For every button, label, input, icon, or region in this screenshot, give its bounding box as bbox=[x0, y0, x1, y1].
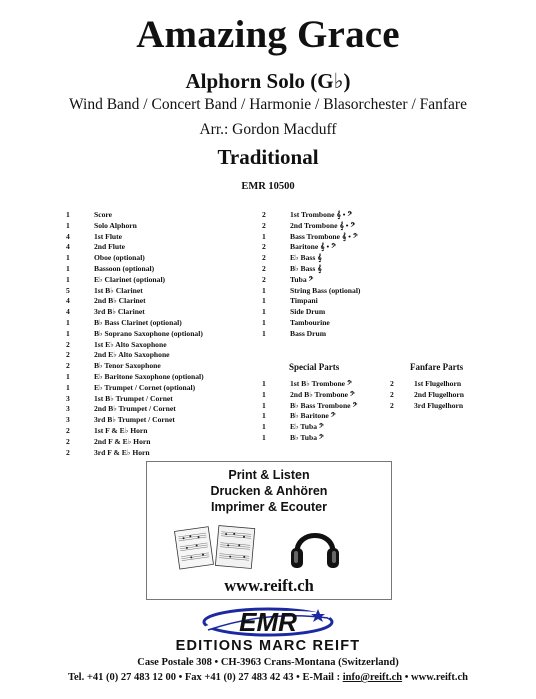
fanfare-parts-list bbox=[390, 379, 464, 411]
part-row bbox=[66, 437, 204, 448]
part-quantity: 2 bbox=[390, 379, 394, 388]
part-row bbox=[66, 329, 204, 340]
part-row bbox=[262, 242, 360, 253]
part-quantity: 1 bbox=[66, 328, 70, 338]
part-quantity: 3 bbox=[66, 404, 70, 414]
part-name: Bass Trombone 𝄞 • 𝄢 bbox=[290, 231, 358, 241]
part-name: B♭ Bass Trombone 𝄢 bbox=[290, 400, 358, 410]
part-quantity: 1 bbox=[66, 210, 70, 219]
part-name: 2nd Flugelhorn bbox=[414, 389, 465, 399]
part-quantity: 1 bbox=[262, 422, 266, 432]
part-row bbox=[66, 232, 204, 243]
part-quantity: 1 bbox=[262, 411, 266, 421]
part-row bbox=[262, 390, 357, 401]
contact-website[interactable]: • www.reift.ch bbox=[402, 672, 469, 683]
promo-line-print: Print & Listen bbox=[228, 468, 310, 482]
part-name: 2nd B♭ Trumpet / Cornet bbox=[94, 404, 176, 414]
part-row bbox=[66, 415, 204, 426]
part-quantity: 2 bbox=[262, 274, 266, 284]
part-row bbox=[262, 307, 360, 318]
part-name: 2nd B♭ Clarinet bbox=[94, 296, 146, 306]
part-name: 1st B♭ Trumpet / Cornet bbox=[94, 393, 173, 403]
sheet-music-icon bbox=[173, 523, 265, 573]
part-row bbox=[262, 264, 360, 275]
part-quantity: 3 bbox=[66, 415, 70, 425]
part-name: 1st Flute bbox=[94, 231, 123, 241]
part-name: Tambourine bbox=[290, 317, 330, 327]
part-row bbox=[390, 401, 464, 412]
part-name: Side Drum bbox=[290, 307, 326, 317]
part-row bbox=[66, 221, 204, 232]
part-row bbox=[66, 361, 204, 372]
part-row bbox=[262, 318, 360, 329]
part-row bbox=[66, 210, 204, 221]
part-name: B♭ Bass 𝄞 bbox=[290, 263, 322, 273]
part-row bbox=[262, 411, 357, 422]
part-name: Bassoon (optional) bbox=[94, 263, 155, 273]
part-quantity: 1 bbox=[66, 253, 70, 263]
part-quantity: 2 bbox=[262, 210, 266, 219]
part-name: E♭ Trumpet / Cornet (optional) bbox=[94, 382, 196, 392]
fanfare-parts-heading: Fanfare Parts bbox=[410, 362, 464, 372]
part-name: 1st F & E♭ Horn bbox=[94, 425, 148, 435]
parts-list-left bbox=[66, 210, 204, 458]
publisher-address: Case Postale 308 • CH-3963 Crans-Montana (Switzerland) bbox=[137, 657, 399, 668]
part-name: 2nd F & E♭ Horn bbox=[94, 436, 151, 446]
part-quantity: 1 bbox=[262, 400, 266, 410]
headphones-icon bbox=[287, 518, 343, 572]
part-quantity: 4 bbox=[66, 231, 70, 241]
part-row bbox=[66, 296, 204, 307]
promo-line-drucken: Drucken & Anhören bbox=[210, 484, 328, 498]
part-row bbox=[390, 390, 464, 401]
part-name: Oboe (optional) bbox=[94, 253, 145, 263]
part-name: 1st Trombone 𝄞 • 𝄢 bbox=[290, 210, 353, 219]
part-quantity: 1 bbox=[262, 328, 266, 338]
part-row bbox=[66, 307, 204, 318]
page-title: Amazing Grace bbox=[136, 13, 400, 56]
part-name: String Bass (optional) bbox=[290, 285, 361, 295]
part-row bbox=[66, 404, 204, 415]
part-row bbox=[66, 394, 204, 405]
logo-text: EMR bbox=[239, 607, 297, 637]
part-name: 1st B♭ Clarinet bbox=[94, 285, 143, 295]
emr-logo bbox=[198, 604, 338, 640]
publisher-name: EDITIONS MARC REIFT bbox=[175, 638, 361, 654]
part-quantity: 1 bbox=[66, 317, 70, 327]
part-row bbox=[66, 253, 204, 264]
part-row bbox=[66, 448, 204, 459]
promo-line-imprimer: Imprimer & Ecouter bbox=[210, 500, 327, 514]
part-quantity: 2 bbox=[262, 263, 266, 273]
part-name: 3rd B♭ Trumpet / Cornet bbox=[94, 415, 175, 425]
part-name: E♭ Bass 𝄞 bbox=[290, 253, 322, 263]
part-row bbox=[262, 329, 360, 340]
email-link[interactable]: info@reift.ch bbox=[342, 672, 403, 683]
parts-list-right bbox=[262, 210, 360, 340]
part-row bbox=[262, 379, 357, 390]
part-name: E♭ Baritone Saxophone (optional) bbox=[94, 371, 204, 381]
part-row bbox=[262, 232, 360, 243]
part-quantity: 2 bbox=[66, 425, 70, 435]
part-quantity: 1 bbox=[262, 296, 266, 306]
part-quantity: 3 bbox=[66, 393, 70, 403]
part-quantity: 1 bbox=[262, 432, 266, 442]
part-name: 2nd Trombone 𝄞 • 𝄢 bbox=[290, 220, 356, 230]
part-name: 2nd Flute bbox=[94, 242, 126, 252]
part-name: Timpani bbox=[290, 296, 318, 306]
part-row bbox=[262, 401, 357, 412]
part-row bbox=[66, 350, 204, 361]
part-row bbox=[262, 422, 357, 433]
part-quantity: 1 bbox=[262, 317, 266, 327]
arranger: Arr.: Gordon Macduff bbox=[199, 121, 337, 138]
part-name: B♭ Tenor Saxophone bbox=[94, 361, 161, 371]
part-quantity: 1 bbox=[262, 307, 266, 317]
part-name: Baritone 𝄞 • 𝄢 bbox=[290, 242, 336, 252]
part-name: Tuba 𝄢 bbox=[290, 274, 314, 284]
part-name: 3rd Flugelhorn bbox=[414, 400, 464, 410]
part-name: E♭ Tuba 𝄢 bbox=[290, 422, 324, 432]
part-name: 1st B♭ Trombone 𝄢 bbox=[290, 379, 352, 388]
part-row bbox=[262, 286, 360, 297]
part-name: 3rd F & E♭ Horn bbox=[94, 447, 150, 457]
part-name: B♭ Baritone 𝄢 bbox=[290, 411, 336, 421]
part-row bbox=[262, 433, 357, 444]
part-row bbox=[66, 383, 204, 394]
part-name: B♭ Bass Clarinet (optional) bbox=[94, 317, 182, 327]
part-row bbox=[262, 296, 360, 307]
part-quantity: 2 bbox=[390, 389, 394, 399]
part-quantity: 2 bbox=[390, 400, 394, 410]
part-row bbox=[66, 340, 204, 351]
part-quantity: 1 bbox=[66, 371, 70, 381]
part-name: 3rd B♭ Clarinet bbox=[94, 307, 145, 317]
part-row bbox=[66, 286, 204, 297]
part-row bbox=[66, 264, 204, 275]
special-parts-list bbox=[262, 379, 357, 444]
part-quantity: 1 bbox=[262, 285, 266, 295]
part-name: 1st E♭ Alto Saxophone bbox=[94, 339, 167, 349]
part-row bbox=[66, 318, 204, 329]
subtitle: Alphorn Solo (G♭) bbox=[185, 69, 351, 93]
part-quantity: 4 bbox=[66, 296, 70, 306]
part-name: B♭ Tuba 𝄢 bbox=[290, 432, 324, 442]
part-quantity: 2 bbox=[262, 220, 266, 230]
part-quantity: 2 bbox=[66, 447, 70, 457]
publisher-contact bbox=[0, 672, 536, 683]
part-name: E♭ Clarinet (optional) bbox=[94, 274, 166, 284]
part-quantity: 4 bbox=[66, 307, 70, 317]
part-row bbox=[262, 275, 360, 286]
part-quantity: 1 bbox=[262, 379, 266, 388]
part-row bbox=[262, 210, 360, 221]
part-row bbox=[66, 275, 204, 286]
part-row bbox=[262, 221, 360, 232]
part-name: Solo Alphorn bbox=[94, 220, 137, 230]
part-row bbox=[66, 242, 204, 253]
website-link[interactable]: www.reift.ch bbox=[224, 576, 314, 595]
part-quantity: 2 bbox=[262, 242, 266, 252]
part-name: B♭ Soprano Saxophone (optional) bbox=[94, 328, 203, 338]
part-quantity: 2 bbox=[66, 361, 70, 371]
part-quantity: 2 bbox=[262, 253, 266, 263]
special-parts-heading: Special Parts bbox=[289, 362, 340, 372]
part-quantity: 2 bbox=[66, 339, 70, 349]
print-listen-box[interactable] bbox=[146, 461, 392, 600]
part-row bbox=[66, 372, 204, 383]
part-name: 1st Flugelhorn bbox=[414, 379, 462, 388]
part-name: 2nd B♭ Trombone 𝄢 bbox=[290, 389, 355, 399]
part-name: Score bbox=[94, 210, 112, 219]
part-quantity: 5 bbox=[66, 285, 70, 295]
part-row bbox=[390, 379, 464, 390]
contact-phone-fax: Tel. +41 (0) 27 483 12 00 • Fax +41 (0) 27 483 42 43 • E-Mail : bbox=[67, 672, 343, 683]
part-row bbox=[262, 253, 360, 264]
part-quantity: 1 bbox=[66, 220, 70, 230]
part-quantity: 2 bbox=[66, 436, 70, 446]
ensembles: Wind Band / Concert Band / Harmonie / Blasorchester / Fanfare bbox=[69, 96, 467, 113]
part-quantity: 1 bbox=[262, 389, 266, 399]
part-quantity: 4 bbox=[66, 242, 70, 252]
part-quantity: 1 bbox=[66, 263, 70, 273]
part-quantity: 1 bbox=[66, 382, 70, 392]
part-name: 2nd E♭ Alto Saxophone bbox=[94, 350, 170, 360]
catalog-number: EMR 10500 bbox=[241, 181, 295, 192]
part-name: Bass Drum bbox=[290, 328, 327, 338]
composer: Traditional bbox=[217, 145, 319, 169]
part-quantity: 1 bbox=[66, 274, 70, 284]
part-row bbox=[66, 426, 204, 437]
part-quantity: 2 bbox=[66, 350, 70, 360]
part-quantity: 1 bbox=[262, 231, 266, 241]
